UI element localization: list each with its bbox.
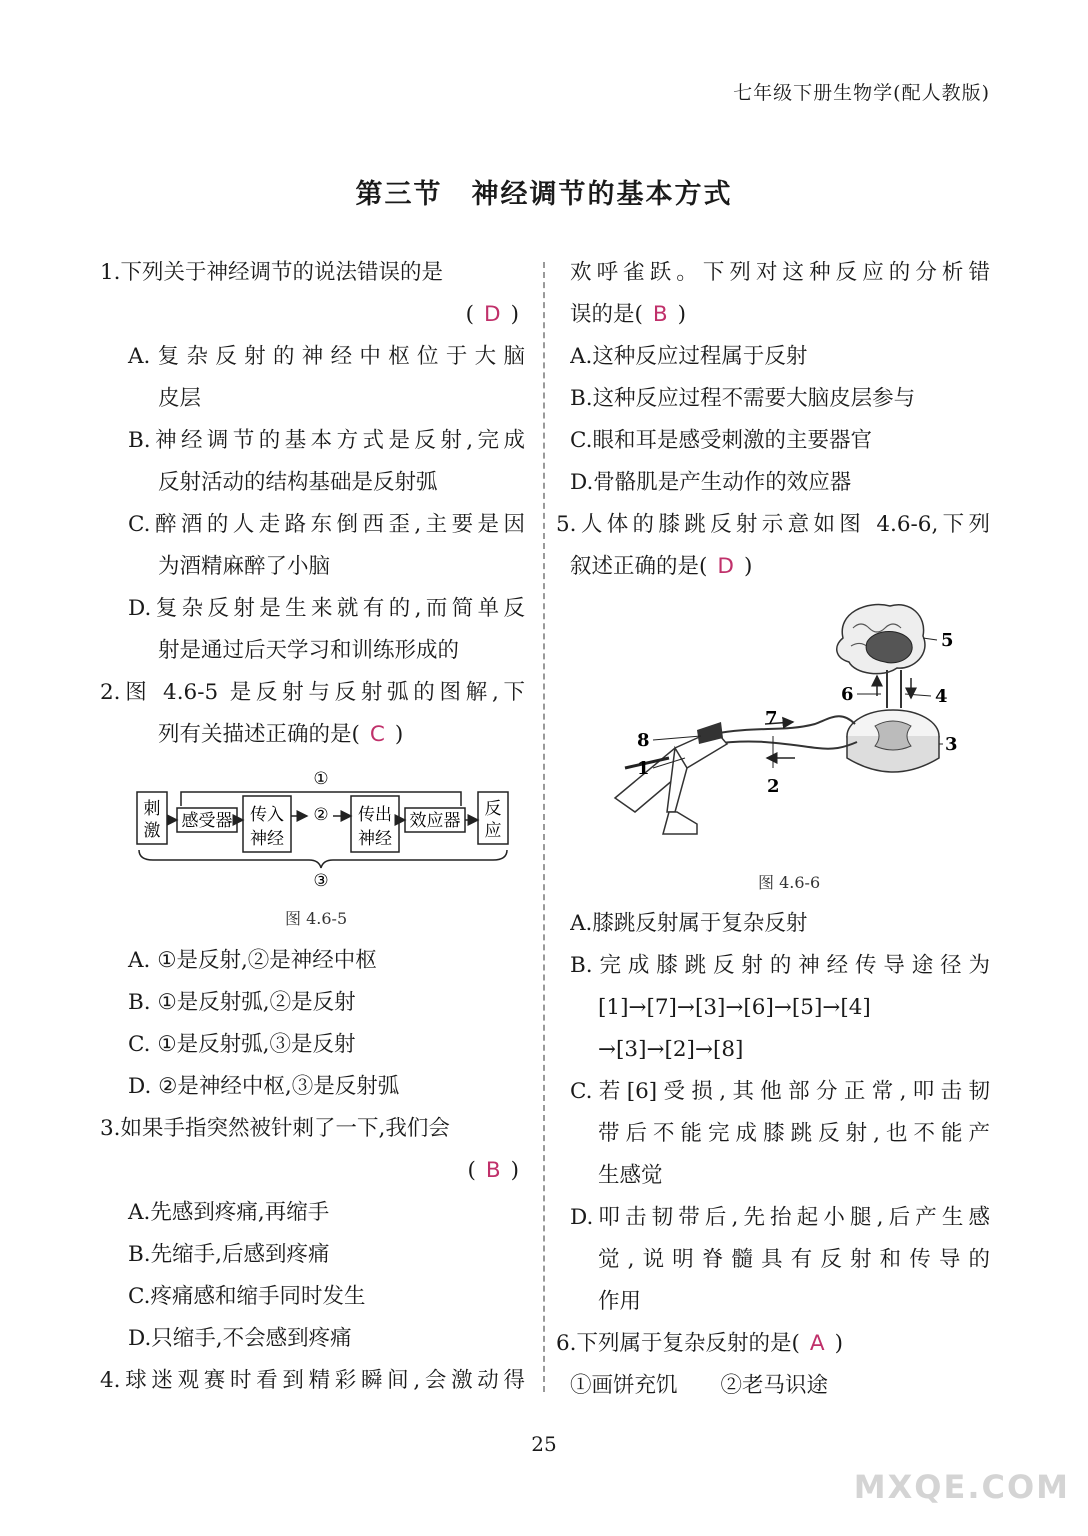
knee-jerk-reflex-figure [605, 598, 965, 868]
stimulus-text-2: 激 [143, 821, 161, 841]
q3-stem: 3.如果手指突然被针刺了一下,我们会 [100, 1116, 450, 1141]
stimulus-text-1: 刺 [143, 799, 161, 819]
label-8: 8 [637, 730, 650, 751]
page-number: 25 [531, 1432, 557, 1456]
efferent-text-2: 神经 [358, 829, 392, 849]
brain-illustration [837, 605, 925, 674]
q4-option-c: C.眼和耳是感受刺激的主要器官 [570, 428, 873, 453]
column-divider [543, 262, 545, 1392]
q2-stem-cont: 列有关描述正确的是( C ) [158, 722, 404, 747]
figure-465-caption: 图 4.6-5 [285, 909, 348, 928]
spinal-cord-section [847, 710, 939, 772]
q3-answer: B [485, 1158, 501, 1183]
q4-option-a: A.这种反应过程属于反射 [570, 344, 808, 369]
q1-answer-line: ( D ) [465, 302, 519, 327]
q2-stem: 2.图 4.6-5 是反射与反射弧的图解,下 [100, 680, 525, 705]
q1-stem: 1.下列关于神经调节的说法错误的是 [100, 260, 444, 285]
q1-answer: D [484, 302, 501, 327]
efferent-text-1: 传出 [358, 805, 392, 825]
q1-option-b: B.神经调节的基本方式是反射,完成 [128, 428, 525, 453]
reflex-arc-flowchart [133, 764, 513, 894]
q5-option-b: B.完成膝跳反射的神经传导途径为 [570, 953, 990, 978]
q6-stem-text: 6.下列属于复杂反射的是( [556, 1331, 800, 1356]
q2-answer: C [369, 722, 385, 747]
q1-option-a-cont: 皮层 [158, 386, 202, 411]
q3-answer-line: ( B ) [467, 1158, 519, 1183]
q6-stem: 6.下列属于复杂反射的是( A ) [556, 1331, 844, 1356]
q4-stem-cont: 欢呼雀跃。下列对这种反应的分析错 [570, 260, 990, 285]
response-text-2: 应 [484, 821, 502, 841]
q2-option-a: A. ①是反射,②是神经中枢 [128, 948, 377, 973]
q1-option-c: C.醉酒的人走路东倒西歪,主要是因 [128, 512, 525, 537]
q4-stem: 4.球迷观赛时看到精彩瞬间,会激动得 [100, 1368, 525, 1393]
q4-option-d: D.骨骼肌是产生动作的效应器 [570, 470, 852, 495]
afferent-text-1: 传入 [250, 805, 284, 825]
q5-stem: 5.人体的膝跳反射示意如图 4.6-6,下列 [556, 512, 990, 537]
q2-option-c: C. ①是反射弧,③是反射 [128, 1032, 356, 1057]
q6-items: ①画饼充饥 ②老马识途 [570, 1373, 829, 1398]
q5-option-d-cont-2: 作用 [598, 1289, 642, 1314]
marker-2: ② [313, 805, 329, 825]
q5-option-c-cont-2: 生感觉 [598, 1163, 663, 1188]
q4-stem-text: 误的是( [570, 302, 643, 327]
watermark: MXQE.COM [853, 1468, 1070, 1506]
q1-option-d-cont: 射是通过后天学习和训练形成的 [158, 638, 460, 663]
marker-3: ③ [313, 871, 329, 891]
q3-option-b: B.先缩手,后感到疼痛 [128, 1242, 330, 1267]
q2-option-d: D. ②是神经中枢,③是反射弧 [128, 1074, 400, 1099]
q2-stem-text: 列有关描述正确的是( [158, 722, 360, 747]
label-3: 3 [945, 734, 958, 755]
q5-stem-cont: 叙述正确的是( D ) [570, 554, 753, 579]
q1-option-d: D.复杂反射是生来就有的,而简单反 [128, 596, 525, 621]
q6-answer: A [809, 1331, 825, 1356]
q5-answer: D [717, 554, 734, 579]
q5-option-c: C.若[6]受损,其他部分正常,叩击韧 [570, 1079, 990, 1104]
q3-option-c: C.疼痛感和缩手同时发生 [128, 1284, 366, 1309]
figure-466-caption: 图 4.6-6 [758, 873, 821, 892]
q5-option-a: A.膝跳反射属于复杂反射 [570, 911, 808, 936]
q3-option-d: D.只缩手,不会感到疼痛 [128, 1326, 352, 1351]
marker-1: ① [313, 769, 329, 789]
q3-option-a: A.先感到疼痛,再缩手 [128, 1200, 330, 1225]
q5-option-c-cont: 带后不能完成膝跳反射,也不能产 [598, 1121, 990, 1146]
label-6: 6 [841, 684, 854, 705]
label-1: 1 [637, 758, 650, 779]
receptor-text: 感受器 [181, 811, 233, 831]
q2-option-b: B. ①是反射弧,②是反射 [128, 990, 356, 1015]
page-header: 七年级下册生物学(配人教版) [733, 82, 990, 104]
afferent-text-2: 神经 [250, 829, 284, 849]
q4-option-b: B.这种反应过程不需要大脑皮层参与 [570, 386, 916, 411]
q4-stem-cont-2: 误的是( B ) [570, 302, 687, 327]
q1-option-b-cont: 反射活动的结构基础是反射弧 [158, 470, 438, 495]
q5-option-b-cont: [1]→[7]→[3]→[6]→[5]→[4] [598, 995, 871, 1020]
q5-option-b-cont-2: →[3]→[2]→[8] [598, 1037, 744, 1062]
effector-text: 效应器 [409, 811, 461, 831]
q4-answer: B [652, 302, 668, 327]
section-title: 第三节 神经调节的基本方式 [355, 179, 733, 210]
label-5: 5 [941, 630, 954, 651]
q1-option-a: A.复杂反射的神经中枢位于大脑 [128, 344, 525, 369]
q1-option-c-cont: 为酒精麻醉了小脑 [158, 554, 331, 579]
q5-stem-text: 叙述正确的是( [570, 554, 708, 579]
q5-option-d-cont: 觉,说明脊髓具有反射和传导的 [598, 1247, 990, 1272]
label-2: 2 [767, 776, 780, 797]
label-4: 4 [935, 686, 948, 707]
response-text-1: 反 [484, 799, 502, 819]
q5-option-d: D.叩击韧带后,先抬起小腿,后产生感 [570, 1205, 990, 1230]
label-7: 7 [765, 708, 778, 729]
